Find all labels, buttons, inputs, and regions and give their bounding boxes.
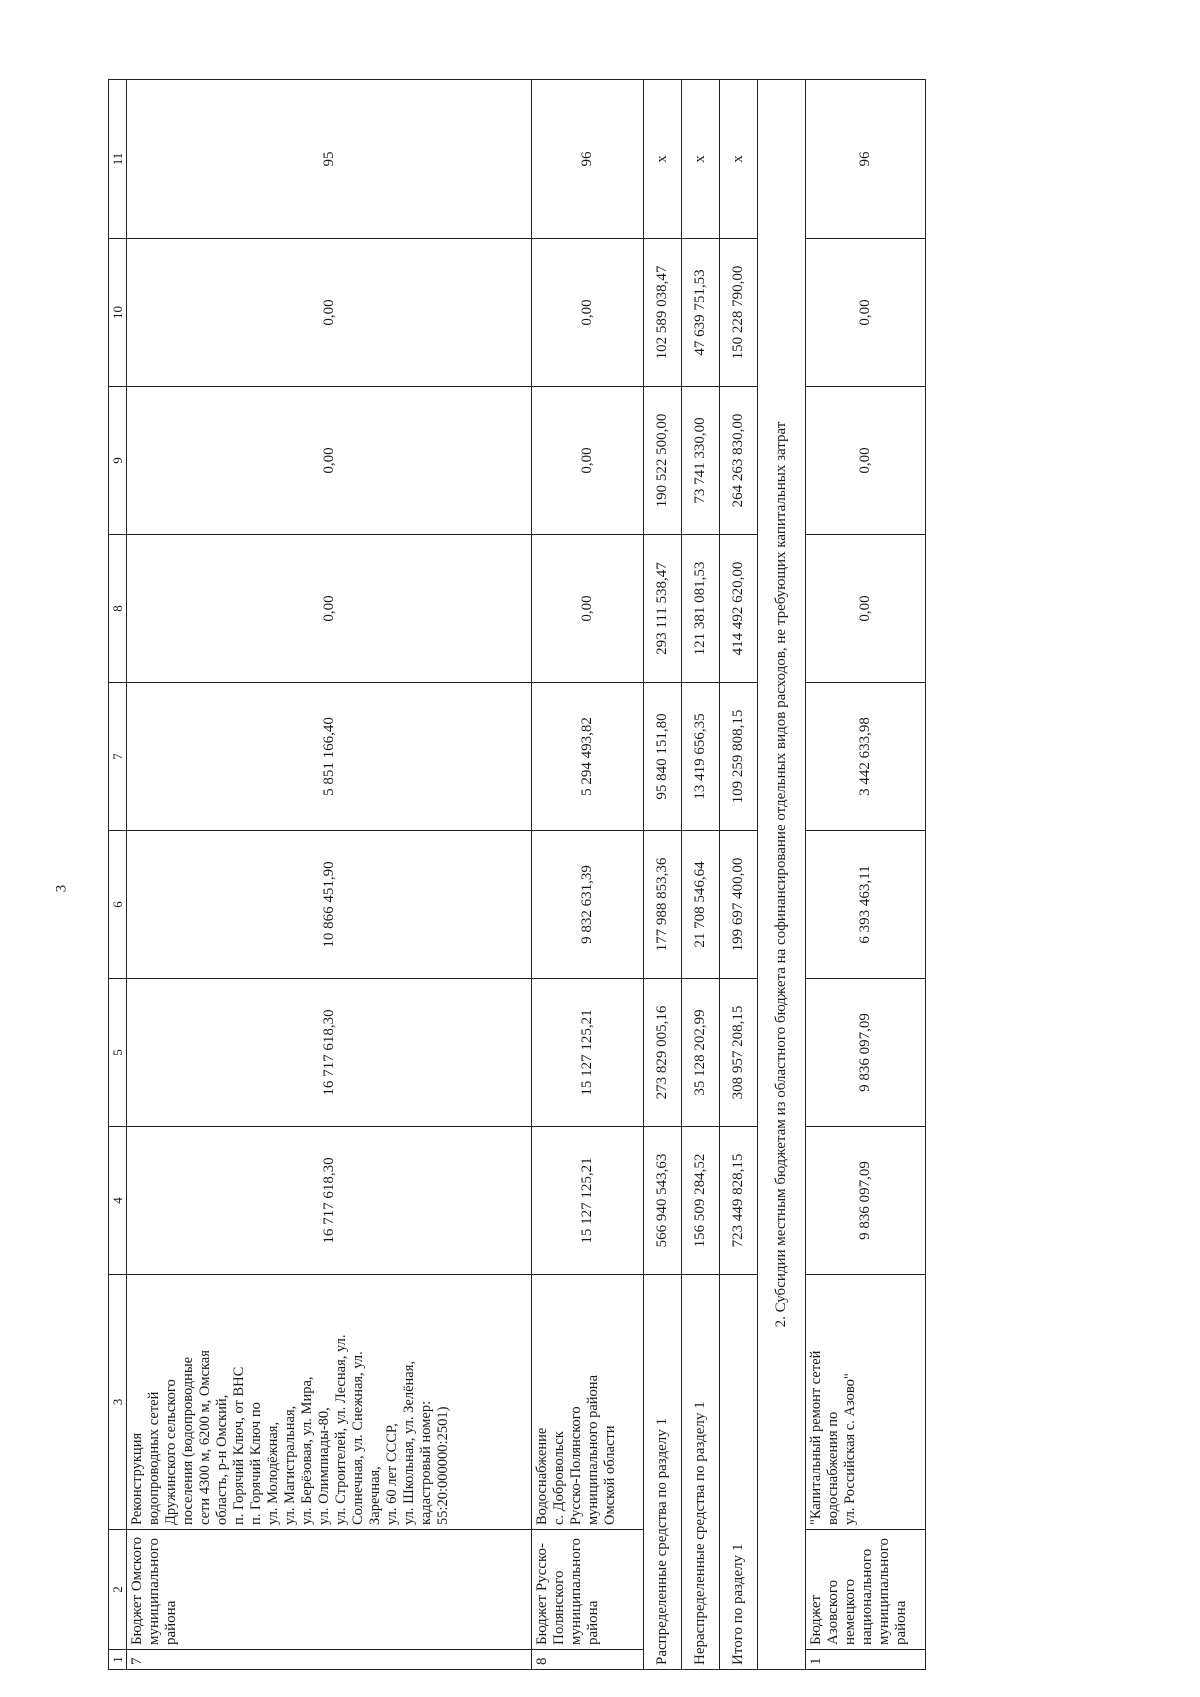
object-line: муниципального района <box>585 1375 601 1525</box>
object-line: Водоснабжение <box>534 1427 550 1525</box>
object-line: поселения (водопроводные <box>180 1356 196 1525</box>
amount-cell: 16 717 618,30 <box>127 979 532 1127</box>
object-line: п. Горячий Ключ по <box>248 1402 264 1525</box>
header-cell: 2 <box>109 1530 127 1650</box>
object-line: ул. Берёзовая, ул. Мира, <box>299 1376 315 1525</box>
row-number: 1 <box>806 1650 926 1670</box>
header-row <box>109 80 127 1670</box>
amount-cell: 150 228 790,00 <box>720 239 758 387</box>
amount-cell: 723 449 828,15 <box>720 1127 758 1275</box>
totals-row-section1 <box>720 80 758 1670</box>
object-line: водоснабжения по <box>825 1411 841 1525</box>
totals-row-undistributed <box>682 80 720 1670</box>
amount-cell: 35 128 202,99 <box>682 979 720 1127</box>
object-line: Солнечная, ул. Снежная, ул. <box>350 1351 366 1525</box>
amount-cell: 0,00 <box>532 535 644 683</box>
header-cell: 4 <box>109 1127 127 1275</box>
table-row <box>806 80 926 1670</box>
amount-cell: 9 836 097,09 <box>806 1127 926 1275</box>
object-line: область, р-н Омский, <box>214 1394 230 1525</box>
object-line: ул. Молодёжная, <box>265 1421 281 1525</box>
object-line: ул. Российская с. Азово" <box>842 1373 858 1525</box>
header-cell: 10 <box>109 239 127 387</box>
recipient-cell: Бюджет Русско-Полянского муниципального района <box>532 1530 644 1650</box>
indicator-cell: x <box>644 80 682 239</box>
amount-cell: 95 840 151,80 <box>644 683 682 831</box>
object-line: "Капитальный ремонт сетей <box>808 1350 824 1525</box>
object-line: кадастровый номер: <box>418 1400 434 1525</box>
amount-cell: 15 127 125,21 <box>532 979 644 1127</box>
page-number: 3 <box>53 884 70 893</box>
header-cell: 9 <box>109 387 127 535</box>
amount-cell: 414 492 620,00 <box>720 535 758 683</box>
amount-cell: 199 697 400,00 <box>720 831 758 979</box>
amount-cell: 9 832 631,39 <box>532 831 644 979</box>
object-line: сети 4300 м, 6200 м, Омская <box>197 1350 213 1525</box>
amount-cell: 177 988 853,36 <box>644 831 682 979</box>
table-row <box>532 80 644 1670</box>
header-cell: 7 <box>109 683 127 831</box>
header-cell: 11 <box>109 80 127 239</box>
object-line: Реконструкция <box>129 1432 145 1525</box>
amount-cell: 15 127 125,21 <box>532 1127 644 1275</box>
amount-cell: 9 836 097,09 <box>806 979 926 1127</box>
table-row <box>127 80 532 1670</box>
amount-cell: 0,00 <box>127 387 532 535</box>
recipient-cell: Бюджет Омского муниципального района <box>127 1530 532 1650</box>
totals-label: Распределенные средства по разделу 1 <box>644 1275 682 1670</box>
object-line: с. Добровольск <box>551 1431 567 1525</box>
recipient-cell: Бюджет Азовского немецкого национального муниципального района <box>806 1530 926 1650</box>
object-line: водопроводных сетей <box>146 1391 162 1525</box>
header-cell: 3 <box>109 1275 127 1530</box>
totals-row-distributed <box>644 80 682 1670</box>
amount-cell: 293 111 538,47 <box>644 535 682 683</box>
amount-cell: 102 589 038,47 <box>644 239 682 387</box>
amount-cell: 109 259 808,15 <box>720 683 758 831</box>
object-line: 55:20:000000:2501) <box>435 1406 451 1525</box>
amount-cell: 0,00 <box>532 387 644 535</box>
amount-cell: 10 866 451,90 <box>127 831 532 979</box>
header-cell: 1 <box>109 1650 127 1670</box>
amount-cell: 73 741 330,00 <box>682 387 720 535</box>
object-description <box>806 1275 926 1530</box>
amount-cell: 6 393 463,11 <box>806 831 926 979</box>
object-line: Дружинского сельского <box>163 1379 179 1525</box>
amount-cell: 273 829 005,16 <box>644 979 682 1127</box>
totals-label: Нераспределенные средства по разделу 1 <box>682 1275 720 1670</box>
amount-cell: 0,00 <box>127 535 532 683</box>
object-line: ул. Школьная, ул. Зелёная, <box>401 1360 417 1525</box>
amount-cell: 308 957 208,15 <box>720 979 758 1127</box>
row-number: 8 <box>532 1650 644 1670</box>
amount-cell: 13 419 656,35 <box>682 683 720 831</box>
amount-cell: 190 522 500,00 <box>644 387 682 535</box>
object-line: Заречная, <box>367 1466 383 1525</box>
indicator-cell: 95 <box>127 80 532 239</box>
object-line: ул. Олимпиады-80, <box>316 1407 332 1525</box>
amount-cell: 264 263 830,00 <box>720 387 758 535</box>
amount-cell: 5 851 166,40 <box>127 683 532 831</box>
amount-cell: 0,00 <box>532 239 644 387</box>
amount-cell: 0,00 <box>127 239 532 387</box>
indicator-cell: x <box>682 80 720 239</box>
section-title-row <box>758 80 806 1670</box>
amount-cell: 5 294 493,82 <box>532 683 644 831</box>
amount-cell: 0,00 <box>806 387 926 535</box>
row-number: 7 <box>127 1650 532 1670</box>
object-line: ул. 60 лет СССР, <box>384 1423 400 1525</box>
indicator-cell: x <box>720 80 758 239</box>
object-description <box>532 1275 644 1530</box>
amount-cell: 3 442 633,98 <box>806 683 926 831</box>
amount-cell: 16 717 618,30 <box>127 1127 532 1275</box>
budget-table <box>108 79 926 1670</box>
header-cell: 6 <box>109 831 127 979</box>
header-cell: 8 <box>109 535 127 683</box>
object-line: Русско-Полянского <box>568 1406 584 1525</box>
totals-label: Итого по разделу 1 <box>720 1275 758 1670</box>
object-description <box>127 1275 532 1530</box>
object-line: ул. Строителей, ул. Лесная, ул. <box>333 1334 349 1525</box>
rotated-page <box>108 80 1058 1670</box>
amount-cell: 21 708 546,64 <box>682 831 720 979</box>
section-title: 2. Субсидии местным бюджетам из областного бюджета на софинансирование отдельных видов расходов, не требующих капитальных затрат <box>758 80 806 1670</box>
object-line: ул. Магистральная, <box>282 1405 298 1525</box>
object-line: Омской области <box>602 1425 618 1525</box>
amount-cell: 566 940 543,63 <box>644 1127 682 1275</box>
object-line: п. Горячий Ключ, от ВНС <box>231 1366 247 1525</box>
amount-cell: 121 381 081,53 <box>682 535 720 683</box>
indicator-cell: 96 <box>806 80 926 239</box>
amount-cell: 0,00 <box>806 239 926 387</box>
indicator-cell: 96 <box>532 80 644 239</box>
amount-cell: 0,00 <box>806 535 926 683</box>
header-cell: 5 <box>109 979 127 1127</box>
amount-cell: 47 639 751,53 <box>682 239 720 387</box>
amount-cell: 156 509 284,52 <box>682 1127 720 1275</box>
